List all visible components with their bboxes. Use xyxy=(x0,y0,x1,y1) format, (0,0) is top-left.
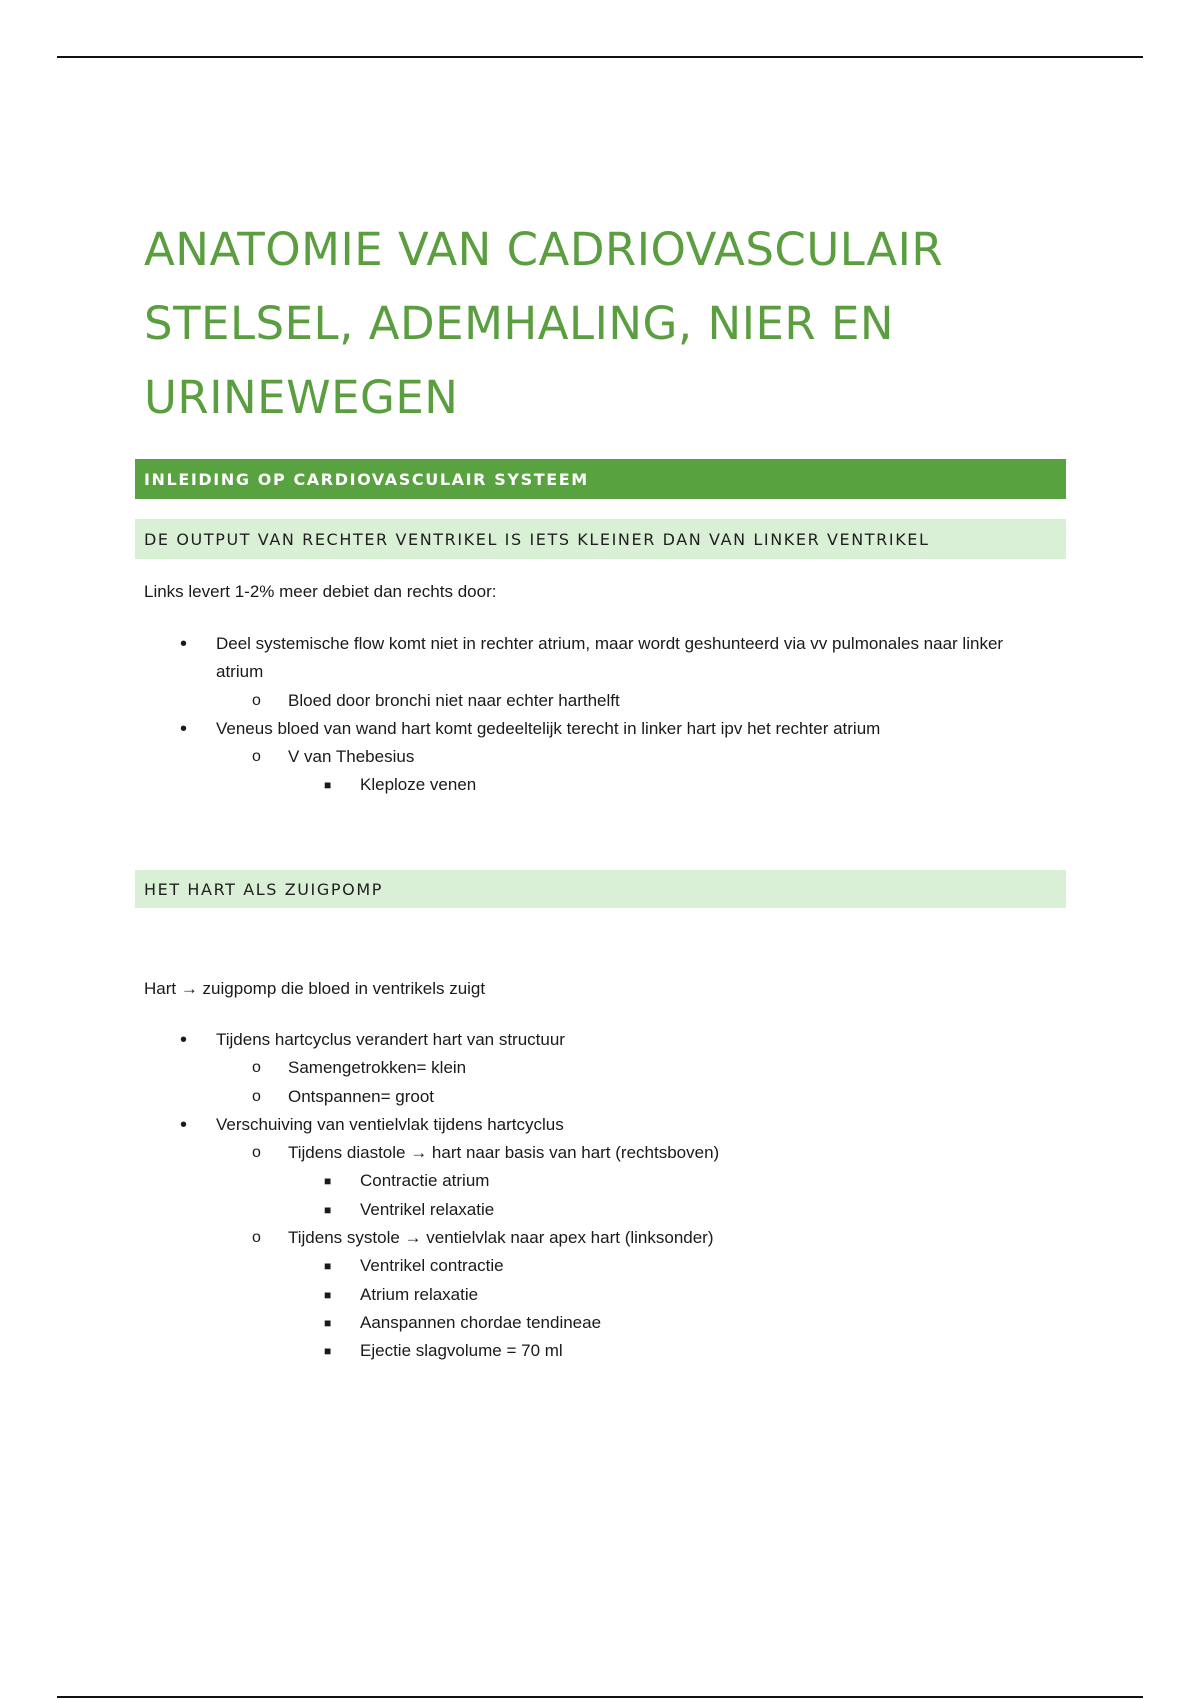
list-item-text: Atrium relaxatie xyxy=(360,1284,479,1304)
bullet-marker: o xyxy=(252,1144,261,1162)
list-item-text: Aanspannen chordae tendineae xyxy=(360,1312,602,1332)
list-item-text: Ventrikel relaxatie xyxy=(360,1199,495,1219)
bullet-marker: o xyxy=(252,1059,261,1077)
bullet-marker: o xyxy=(252,748,261,766)
list-item-text: Ejectie slagvolume = 70 ml xyxy=(360,1341,563,1361)
list-item xyxy=(144,1281,1044,1309)
list-item xyxy=(144,630,1044,687)
bullet-marker: ■ xyxy=(324,778,332,793)
list-item xyxy=(144,1026,1044,1054)
list-item-text: Tijdens diastole → hart naar basis van hart (rechtsboven) xyxy=(288,1143,720,1163)
footer-rule xyxy=(57,1696,1143,1698)
subsection-intro-zuigpomp: Hart → zuigpomp die bloed in ventrikels zuigt xyxy=(144,979,486,998)
bullet-marker: ■ xyxy=(324,1259,332,1274)
list-item-text: Contractie atrium xyxy=(360,1171,490,1191)
list-item-text: Ventrikel contractie xyxy=(360,1256,504,1276)
list-item-text: Verschuiving van ventielvlak tijdens hartcyclus xyxy=(216,1114,564,1134)
list-item xyxy=(144,1111,1044,1139)
list-item xyxy=(144,1139,1044,1167)
list-item-text: Bloed door bronchi niet naar echter harthelft xyxy=(288,690,620,710)
bullet-marker: • xyxy=(180,1029,188,1051)
bullet-marker: o xyxy=(252,1087,261,1105)
bullet-marker: ■ xyxy=(324,1315,332,1330)
bullet-marker: • xyxy=(180,633,188,655)
subsection-intro-output: Links levert 1-2% meer debiet dan rechts door: xyxy=(144,582,497,601)
title-line: URINEWEGEN xyxy=(144,371,459,424)
list-item xyxy=(144,1083,1044,1111)
title-line: STELSEL, ADEMHALING, NIER EN xyxy=(144,297,895,350)
section-heading-main: INLEIDING OP CARDIOVASCULAIR SYSTEEM xyxy=(135,459,1066,499)
list-item-text: Ontspannen= groot xyxy=(288,1086,435,1106)
bullet-marker: ■ xyxy=(324,1174,332,1189)
bullet-marker: o xyxy=(252,691,261,709)
list-item xyxy=(144,1309,1044,1337)
bullet-marker: ■ xyxy=(324,1287,332,1302)
bullet-marker: • xyxy=(180,1113,188,1136)
list-item xyxy=(144,771,1044,799)
list-item-text: Samengetrokken= klein xyxy=(288,1058,467,1078)
list-item-text: Veneus bloed van wand hart komt gedeeltelijk terecht in linker hart ipv het rechter atrium xyxy=(216,718,881,738)
list-item xyxy=(144,743,1044,771)
list-item-text: Deel systemische flow komt niet in rechter atrium, maar wordt geshunteerd via vv pulmonales naar linker atrium xyxy=(216,634,1004,682)
subsection-heading-zuigpomp: HET HART ALS ZUIGPOMP xyxy=(135,870,1066,908)
list-item xyxy=(144,1167,1044,1195)
document-title xyxy=(144,213,1044,435)
list-item-text: Kleploze venen xyxy=(360,775,477,795)
list-item-text: Tijdens systole → ventielvlak naar apex hart (linksonder) xyxy=(288,1228,714,1248)
subsection-heading-output: DE OUTPUT VAN RECHTER VENTRIKEL IS IETS KLEINER DAN VAN LINKER VENTRIKEL xyxy=(135,519,1066,559)
bullet-list-zuigpomp xyxy=(144,1026,1044,1366)
list-item-text: Tijdens hartcyclus verandert hart van structuur xyxy=(216,1030,565,1049)
list-item xyxy=(144,687,1044,715)
list-item xyxy=(144,1224,1044,1252)
title-line: ANATOMIE VAN CADRIOVASCULAIR xyxy=(144,223,944,276)
list-item xyxy=(144,715,1044,743)
list-item-text: V van Thebesius xyxy=(288,747,415,767)
bullet-marker: ■ xyxy=(324,1344,332,1359)
list-item xyxy=(144,1196,1044,1224)
bullet-marker: • xyxy=(180,717,188,740)
bullet-marker: ■ xyxy=(324,1202,332,1217)
list-item xyxy=(144,1337,1044,1365)
bullet-marker: o xyxy=(252,1229,261,1247)
list-item xyxy=(144,1252,1044,1280)
header-rule xyxy=(57,56,1143,58)
bullet-list-output xyxy=(144,630,1044,800)
list-item xyxy=(144,1054,1044,1082)
